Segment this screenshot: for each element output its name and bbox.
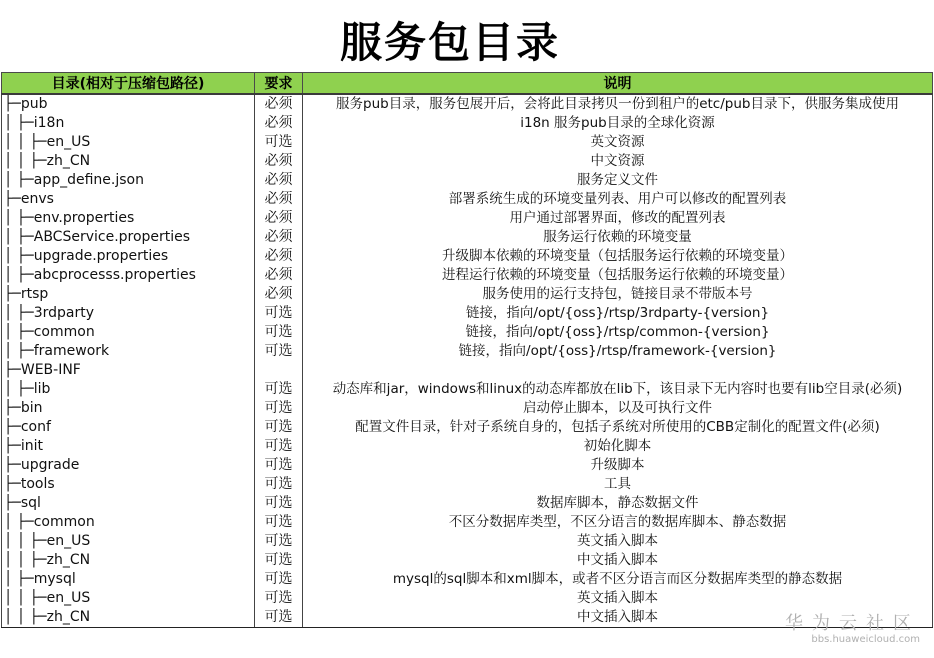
path-cell: │ ├─mysql xyxy=(2,570,255,589)
description-cell: 中文插入脚本 xyxy=(303,608,933,628)
requirement-cell: 可选 xyxy=(255,133,303,152)
path-cell: ├─rtsp xyxy=(2,285,255,304)
path-cell: │ │ ├─en_US xyxy=(2,532,255,551)
path-cell: │ │ ├─zh_CN xyxy=(2,152,255,171)
requirement-cell: 必须 xyxy=(255,152,303,171)
column-header-description: 说明 xyxy=(303,73,933,95)
path-cell: │ ├─common xyxy=(2,323,255,342)
page-title: 服务包目录 xyxy=(339,18,560,67)
description-cell: 服务pub目录，服务包展开后，会将此目录拷贝一份到租户的etc/pub目录下，供服务集成使用 xyxy=(303,94,933,114)
path-cell: │ ├─app_define.json xyxy=(2,171,255,190)
requirement-cell: 可选 xyxy=(255,532,303,551)
path-cell: │ ├─ABCService.properties xyxy=(2,228,255,247)
table-row xyxy=(2,418,933,437)
requirement-cell: 可选 xyxy=(255,570,303,589)
requirement-cell: 必须 xyxy=(255,247,303,266)
table-row xyxy=(2,361,933,380)
requirement-cell: 必须 xyxy=(255,114,303,133)
description-cell: mysql的sql脚本和xml脚本，或者不区分语言而区分数据库类型的静态数据 xyxy=(303,570,933,589)
requirement-cell: 可选 xyxy=(255,551,303,570)
description-cell: 动态库和jar，windows和linux的动态库都放在lib下，该目录下无内容时也要有lib空目录(必须) xyxy=(303,380,933,399)
path-cell: │ ├─env.properties xyxy=(2,209,255,228)
description-cell: 中文资源 xyxy=(303,152,933,171)
table-row xyxy=(2,114,933,133)
description-cell: 链接，指向/opt/{oss}/rtsp/3rdparty-{version} xyxy=(303,304,933,323)
requirement-cell: 可选 xyxy=(255,418,303,437)
table-row xyxy=(2,209,933,228)
table-row xyxy=(2,152,933,171)
path-cell: │ ├─i18n xyxy=(2,114,255,133)
description-cell: 初始化脚本 xyxy=(303,437,933,456)
table-header-row xyxy=(2,73,933,95)
path-cell: ├─envs xyxy=(2,190,255,209)
requirement-cell: 可选 xyxy=(255,342,303,361)
path-cell: │ │ ├─zh_CN xyxy=(2,551,255,570)
requirement-cell: 必须 xyxy=(255,190,303,209)
requirement-cell: 必须 xyxy=(255,171,303,190)
description-cell: 英文插入脚本 xyxy=(303,532,933,551)
description-cell: 启动停止脚本，以及可执行文件 xyxy=(303,399,933,418)
path-cell: │ ├─common xyxy=(2,513,255,532)
requirement-cell: 必须 xyxy=(255,209,303,228)
path-cell: │ ├─lib xyxy=(2,380,255,399)
description-cell: 升级脚本 xyxy=(303,456,933,475)
description-cell: 服务定义文件 xyxy=(303,171,933,190)
table-row xyxy=(2,456,933,475)
table-row xyxy=(2,570,933,589)
column-header-path: 目录(相对于压缩包路径) xyxy=(2,73,255,95)
watermark xyxy=(785,614,920,646)
description-cell: 用户通过部署界面，修改的配置列表 xyxy=(303,209,933,228)
path-cell: ├─init xyxy=(2,437,255,456)
requirement-cell: 可选 xyxy=(255,304,303,323)
table-row xyxy=(2,494,933,513)
table-row xyxy=(2,475,933,494)
path-cell: │ │ ├─zh_CN xyxy=(2,608,255,628)
table-row xyxy=(2,437,933,456)
table-row xyxy=(2,532,933,551)
path-cell: │ ├─framework xyxy=(2,342,255,361)
requirement-cell: 必须 xyxy=(255,266,303,285)
table-row xyxy=(2,133,933,152)
watermark-url: bbs.huaweicloud.com xyxy=(811,634,920,645)
path-cell: ├─upgrade xyxy=(2,456,255,475)
requirement-cell: 可选 xyxy=(255,513,303,532)
table-row xyxy=(2,380,933,399)
description-cell: 数据库脚本，静态数据文件 xyxy=(303,494,933,513)
requirement-cell: 可选 xyxy=(255,494,303,513)
requirement-cell: 必须 xyxy=(255,94,303,114)
table-row xyxy=(2,190,933,209)
requirement-cell: 可选 xyxy=(255,399,303,418)
watermark-name: 华为云社区 xyxy=(785,613,920,634)
path-cell: │ ├─3rdparty xyxy=(2,304,255,323)
description-cell: 进程运行依赖的环境变量（包括服务运行依赖的环境变量） xyxy=(303,266,933,285)
table-row xyxy=(2,513,933,532)
description-cell: 服务使用的运行支持包，链接目录不带版本号 xyxy=(303,285,933,304)
table-row xyxy=(2,589,933,608)
table-row xyxy=(2,247,933,266)
path-cell: ├─conf xyxy=(2,418,255,437)
description-cell: 不区分数据库类型，不区分语言的数据库脚本、静态数据 xyxy=(303,513,933,532)
table-row xyxy=(2,285,933,304)
table-row xyxy=(2,323,933,342)
path-cell: ├─tools xyxy=(2,475,255,494)
description-cell: 服务运行依赖的环境变量 xyxy=(303,228,933,247)
description-cell: 链接，指向/opt/{oss}/rtsp/common-{version} xyxy=(303,323,933,342)
description-cell: 英文插入脚本 xyxy=(303,589,933,608)
requirement-cell: 可选 xyxy=(255,456,303,475)
requirement-cell: 可选 xyxy=(255,437,303,456)
table-row xyxy=(2,228,933,247)
requirement-cell xyxy=(255,361,303,380)
requirement-cell: 可选 xyxy=(255,608,303,628)
table-row xyxy=(2,171,933,190)
path-cell: ├─bin xyxy=(2,399,255,418)
requirement-cell: 可选 xyxy=(255,589,303,608)
path-cell: │ │ ├─en_US xyxy=(2,133,255,152)
table-row xyxy=(2,551,933,570)
directory-table xyxy=(1,72,933,628)
description-cell: i18n 服务pub目录的全球化资源 xyxy=(303,114,933,133)
requirement-cell: 必须 xyxy=(255,228,303,247)
table-row xyxy=(2,266,933,285)
path-cell: │ ├─abcprocesss.properties xyxy=(2,266,255,285)
table-row xyxy=(2,342,933,361)
column-header-requirement: 要求 xyxy=(255,73,303,95)
path-cell: ├─pub xyxy=(2,94,255,114)
table-row xyxy=(2,399,933,418)
description-cell: 链接，指向/opt/{oss}/rtsp/framework-{version} xyxy=(303,342,933,361)
table-row xyxy=(2,94,933,114)
description-cell: 英文资源 xyxy=(303,133,933,152)
requirement-cell: 可选 xyxy=(255,323,303,342)
description-cell: 工具 xyxy=(303,475,933,494)
requirement-cell: 必须 xyxy=(255,285,303,304)
table-row xyxy=(2,304,933,323)
description-cell: 升级脚本依赖的环境变量（包括服务运行依赖的环境变量） xyxy=(303,247,933,266)
description-cell xyxy=(303,361,933,380)
path-cell: │ │ ├─en_US xyxy=(2,589,255,608)
requirement-cell: 可选 xyxy=(255,475,303,494)
description-cell: 配置文件目录，针对子系统自身的，包括子系统对所使用的CBB定制化的配置文件(必须) xyxy=(303,418,933,437)
path-cell: ├─sql xyxy=(2,494,255,513)
requirement-cell: 可选 xyxy=(255,380,303,399)
description-cell: 部署系统生成的环境变量列表、用户可以修改的配置列表 xyxy=(303,190,933,209)
path-cell: ├─WEB-INF xyxy=(2,361,255,380)
description-cell: 中文插入脚本 xyxy=(303,551,933,570)
path-cell: │ ├─upgrade.properties xyxy=(2,247,255,266)
